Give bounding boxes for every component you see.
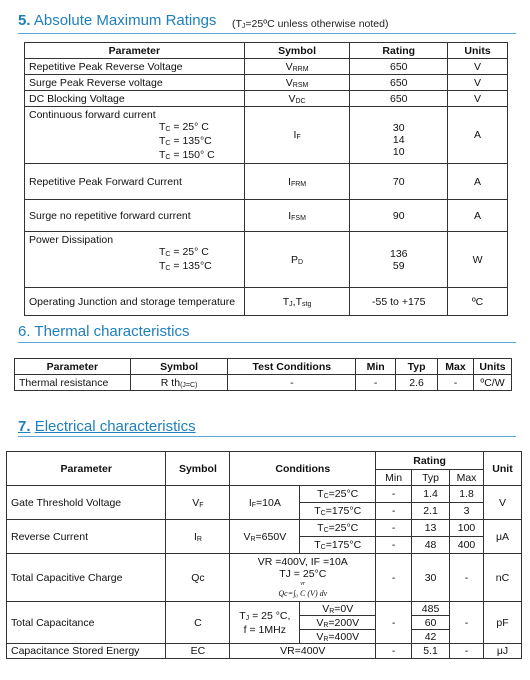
cond-sub: R (250, 535, 256, 543)
header-symbol: Symbol (244, 43, 350, 59)
table-row (25, 200, 508, 232)
v: V (316, 630, 324, 643)
table-row (7, 554, 522, 602)
table-row (25, 91, 508, 107)
row-min: - (376, 602, 412, 644)
row-temp (300, 520, 376, 537)
row-max: 1.8 (450, 486, 484, 503)
sym: V (285, 60, 293, 73)
sym-sub: FRM (290, 180, 307, 188)
row-temp (300, 503, 376, 520)
sym: V (288, 92, 296, 105)
table-header-row (15, 359, 512, 375)
header-typ: Typ (412, 470, 450, 486)
row-rating: 650 (350, 59, 448, 75)
table-row (25, 107, 508, 164)
cond-line-a (234, 610, 295, 624)
cond-line-b: f = 1MHz (243, 623, 286, 636)
row-param: Capacitance Stored Energy (7, 644, 166, 659)
table-row (25, 59, 508, 75)
section-7-title (18, 418, 196, 435)
t-sub: C (323, 493, 329, 500)
table-row (7, 602, 522, 616)
param-label: Continuous forward current (29, 109, 156, 121)
header-unit: Unit (483, 452, 521, 486)
formula-upper-limit: vr (300, 580, 306, 587)
sym: I (293, 129, 297, 141)
rating-2: 59 (392, 259, 405, 272)
section-7-number: 7. (18, 418, 31, 435)
t-sub: C (165, 265, 171, 272)
sym-sub: D (298, 258, 304, 266)
cond: T (239, 609, 246, 622)
row-rating (350, 232, 448, 288)
header-test-conditions: Test Conditions (228, 359, 356, 375)
t-val: = 135°C (170, 260, 212, 272)
header-max: Max (438, 359, 474, 375)
sym: P (291, 253, 299, 266)
row-unit: ºC (448, 288, 508, 316)
v-sub: R (329, 607, 335, 615)
row-typ: 48 (412, 537, 450, 554)
table-row (25, 288, 508, 316)
table-row (7, 644, 522, 659)
row-param-power (25, 232, 245, 288)
sym-sub: (J=C) (180, 381, 198, 389)
cond-post: = 25 °C, (249, 609, 291, 622)
t: T (314, 539, 321, 551)
row-param: Repetitive Peak Forward Current (25, 164, 245, 200)
v: V (322, 602, 330, 615)
table-row (15, 375, 512, 391)
row-typ: 60 (412, 616, 450, 630)
row-param: Operating Junction and storage temperature (25, 288, 245, 316)
row-volt (300, 630, 376, 644)
table-row (25, 164, 508, 200)
t-val: = 150° C (170, 149, 215, 161)
row-unit: V (483, 486, 521, 520)
row-rating: 650 (350, 91, 448, 107)
t-sub: C (165, 251, 171, 258)
cond-sub: F (251, 501, 257, 509)
row-max: - (450, 602, 484, 644)
row-min: - (376, 486, 412, 503)
row-typ: 1.4 (412, 486, 450, 503)
row-volt (300, 616, 376, 630)
row-cond (230, 520, 300, 554)
t: T (159, 260, 166, 272)
header-rating: Rating (350, 43, 448, 59)
row-max: - (450, 644, 484, 659)
row-param: Repetitive Peak Reverse Voltage (25, 59, 245, 75)
v-sub: R (323, 621, 329, 629)
row-cond (230, 554, 376, 602)
row-symbol (244, 91, 350, 107)
row-param: Surge no repetitive forward current (25, 200, 245, 232)
header-units: Units (448, 43, 508, 59)
rating-3: 10 (392, 146, 405, 158)
row-max: - (450, 554, 484, 602)
row-cond (230, 602, 300, 644)
t-val: =25°C (328, 488, 359, 500)
row-typ: 30 (412, 554, 450, 602)
sym: I (288, 209, 292, 222)
t-sub: C (320, 544, 326, 551)
t: T (159, 121, 166, 133)
header-parameter: Parameter (15, 359, 131, 375)
row-param: Total Capacitance (7, 602, 166, 644)
rating-2: 14 (392, 134, 405, 146)
row-unit: V (448, 75, 508, 91)
v-sub: R (323, 635, 329, 643)
row-cond (230, 486, 300, 520)
cond-post: =650V (255, 530, 287, 543)
row-unit: W (448, 232, 508, 288)
t: T (317, 522, 324, 534)
row-min: - (376, 503, 412, 520)
row-min: - (376, 520, 412, 537)
note-sub: J (241, 23, 246, 30)
v-val: =400V (328, 630, 360, 643)
cond-line-1: VR =400V, IF =10A (257, 555, 348, 568)
sym-sub: F (296, 134, 301, 141)
row-symbol (244, 59, 350, 75)
sym: I (193, 530, 197, 543)
formula: Qc=∫₀ C (V) dv (278, 588, 328, 598)
row-cond: VR=400V (230, 644, 376, 659)
row-unit: A (448, 164, 508, 200)
param-label: Power Dissipation (29, 234, 114, 246)
cond-sub: J (245, 614, 250, 622)
row-symbol (166, 520, 230, 554)
row-max: 100 (450, 520, 484, 537)
row-cond: - (228, 375, 356, 391)
row-param: Gate Threshold Voltage (7, 486, 166, 520)
row-unit: V (448, 59, 508, 75)
t-val: = 135°C (170, 135, 212, 147)
row-max: - (438, 375, 474, 391)
row-unit: pF (483, 602, 521, 644)
row-min: - (376, 554, 412, 602)
table-header-row (7, 452, 522, 470)
cond-line (29, 149, 240, 163)
cond-post: =10A (256, 496, 281, 509)
t: T (159, 246, 166, 258)
row-unit: V (448, 91, 508, 107)
section-5-rule (18, 33, 516, 34)
row-rating: -55 to +175 (350, 288, 448, 316)
row-max: 400 (450, 537, 484, 554)
row-symbol (244, 75, 350, 91)
row-unit: A (448, 200, 508, 232)
t: T (317, 488, 324, 500)
row-typ: 42 (412, 630, 450, 644)
sym-sub: F (199, 501, 204, 509)
t-sub: C (323, 527, 329, 534)
row-typ: 2.6 (396, 375, 438, 391)
row-typ: 2.1 (412, 503, 450, 520)
row-symbol: C (166, 602, 230, 644)
row-symbol: EC (166, 644, 230, 659)
electrical-table (6, 451, 522, 659)
row-symbol (244, 288, 350, 316)
v-val: =0V (334, 602, 354, 615)
t-val: = 25° C (170, 121, 209, 133)
t-sub: C (165, 126, 171, 133)
header-parameter: Parameter (7, 452, 166, 486)
t-val: =25°C (328, 522, 359, 534)
sym-sub: R (196, 535, 202, 543)
t: T (159, 135, 166, 147)
t-val: =175°C (325, 539, 362, 551)
header-max: Max (450, 470, 484, 486)
sym: V (285, 76, 293, 89)
row-typ: 13 (412, 520, 450, 537)
section-5-note (232, 18, 388, 30)
header-parameter: Parameter (25, 43, 245, 59)
cond: I (248, 496, 252, 509)
t: T (159, 149, 166, 161)
section-5-title (18, 12, 216, 29)
table-row (7, 486, 522, 503)
sym-sub: RRM (292, 65, 309, 73)
sym-sub: DC (295, 97, 306, 105)
t-val: = 25° C (170, 246, 209, 258)
row-symbol (166, 486, 230, 520)
absolute-max-ratings-table (24, 42, 508, 316)
row-min: - (376, 537, 412, 554)
section-5-heading: Absolute Maximum Ratings (33, 12, 217, 29)
cond: V (243, 530, 251, 543)
sym-sub: RSM (292, 81, 309, 89)
v-val: =200V (328, 616, 360, 629)
note-post: =25ºC unless otherwise noted) (245, 18, 389, 30)
section-6-title: 6. Thermal characteristics (18, 323, 190, 340)
sym: T (282, 295, 290, 308)
section-5-number: 5. (18, 12, 31, 29)
thermal-table (14, 358, 512, 391)
sym-sub: FSM (291, 214, 306, 222)
sym-sub: J (289, 300, 293, 308)
row-param: Surge Peak Reverse voltage (25, 75, 245, 91)
row-param: Total Capacitive Charge (7, 554, 166, 602)
row-min: - (376, 644, 412, 659)
row-param: Reverse Current (7, 520, 166, 554)
row-symbol (130, 375, 228, 391)
header-min: Min (376, 470, 412, 486)
row-unit: μJ (483, 644, 521, 659)
t-sub: C (320, 510, 326, 517)
rating-1: 136 (389, 247, 408, 260)
row-rating: 650 (350, 75, 448, 91)
header-units: Units (473, 359, 511, 375)
header-symbol: Symbol (130, 359, 228, 375)
row-typ: 485 (412, 602, 450, 616)
row-param-continuous (25, 107, 245, 164)
row-rating: 70 (350, 164, 448, 200)
sym: V (192, 496, 200, 509)
sym: I (288, 175, 291, 188)
row-min: - (356, 375, 396, 391)
note-pre: (T (232, 18, 242, 30)
section-7-heading: Electrical characteristics (34, 418, 196, 435)
section-6-rule (18, 342, 516, 343)
header-rating: Rating (376, 452, 484, 470)
row-symbol: Qc (166, 554, 230, 602)
row-temp (300, 486, 376, 503)
t: T (314, 505, 321, 517)
row-unit: μA (483, 520, 521, 554)
row-symbol (244, 107, 350, 164)
row-unit: nC (483, 554, 521, 602)
sym: R th (160, 376, 181, 389)
row-typ: 5.1 (412, 644, 450, 659)
row-volt (300, 602, 376, 616)
table-row (7, 520, 522, 537)
row-max: 3 (450, 503, 484, 520)
t-sub: C (165, 140, 171, 147)
table-row (25, 75, 508, 91)
row-param: DC Blocking Voltage (25, 91, 245, 107)
cond-line (29, 246, 240, 260)
sym-mid: ,T (292, 295, 303, 308)
cond-line (29, 121, 240, 135)
row-unit: ºC/W (473, 375, 511, 391)
row-unit: A (448, 107, 508, 164)
sym-sub: stg (302, 300, 312, 308)
row-param: Thermal resistance (15, 375, 131, 391)
section-7-rule (18, 436, 516, 437)
header-min: Min (356, 359, 396, 375)
rating-1: 30 (392, 122, 405, 134)
table-row (25, 232, 508, 288)
v: V (316, 616, 324, 629)
row-temp (300, 537, 376, 554)
row-symbol (244, 200, 350, 232)
t-val: =175°C (325, 505, 362, 517)
cond-line (29, 260, 240, 274)
header-conditions: Conditions (230, 452, 376, 486)
cond-line-2: TJ = 25°C (279, 567, 327, 580)
t-sub: C (165, 154, 171, 161)
row-rating: 90 (350, 200, 448, 232)
row-symbol (244, 164, 350, 200)
row-rating (350, 107, 448, 164)
row-symbol (244, 232, 350, 288)
header-symbol: Symbol (166, 452, 230, 486)
cond-line (29, 135, 240, 149)
header-typ: Typ (396, 359, 438, 375)
table-header-row (25, 43, 508, 59)
